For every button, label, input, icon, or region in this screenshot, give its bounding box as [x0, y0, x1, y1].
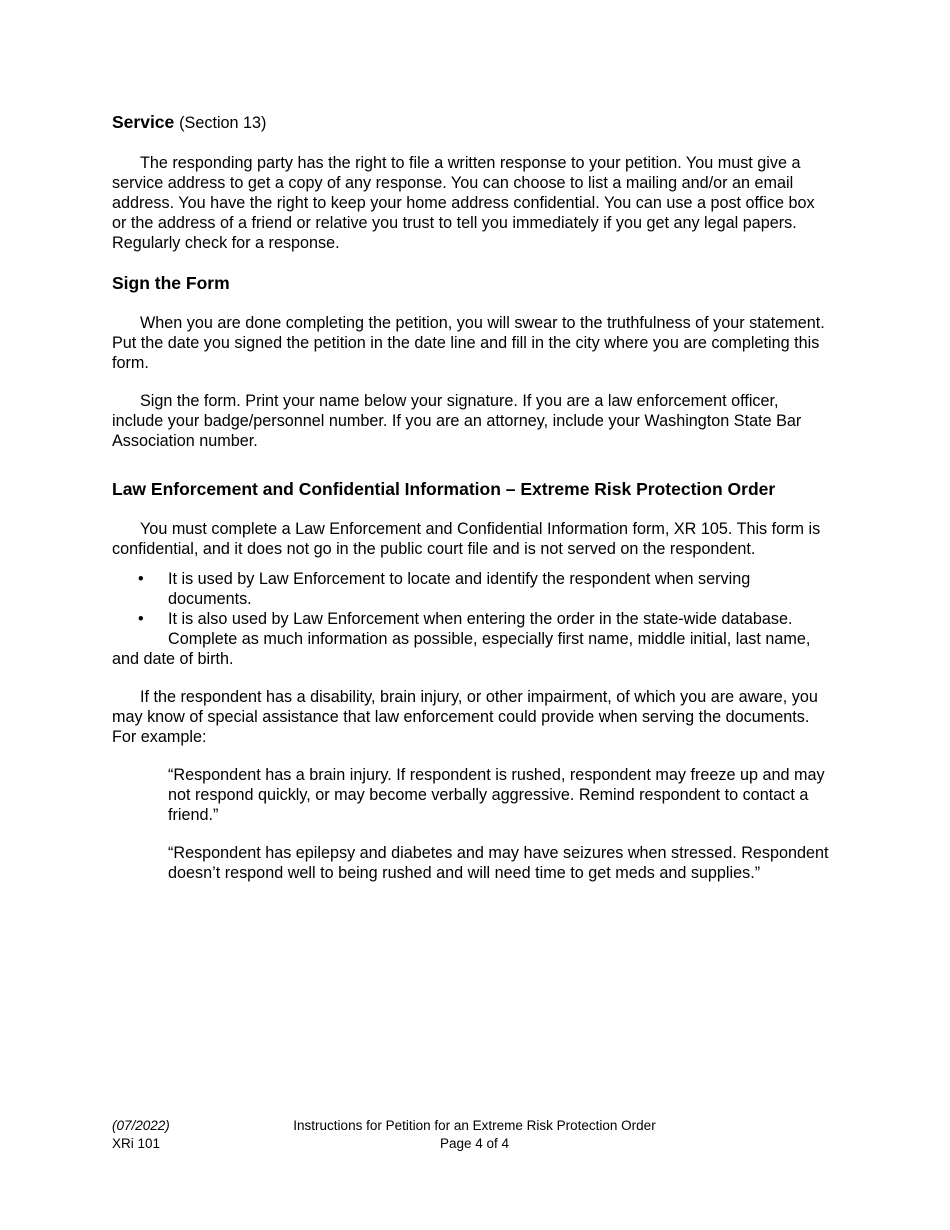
footer-form-code: XRi 101 — [112, 1136, 161, 1151]
bullet-text: It is used by Law Enforcement to locate and identify the respondent when serving documents. — [168, 570, 751, 608]
service-section-ref: (Section 13) — [179, 114, 267, 132]
bullet-icon: • — [138, 570, 144, 588]
service-heading — [112, 110, 832, 135]
bullet-list — [112, 569, 832, 629]
bullet-icon: • — [138, 610, 144, 628]
example-quote-1: “Respondent has a brain injury. If respondent is rushed, respondent may freeze up and may not respond quickly, or may become verbally aggressive. Remind respondent to contact a friend.” — [168, 766, 825, 824]
list-item — [112, 609, 832, 629]
footer-center — [112, 1117, 837, 1153]
bullet-text: It is also used by Law Enforcement when entering the order in the state-wide database. — [168, 610, 793, 628]
law-enforcement-paragraph-3: If the respondent has a disability, brain injury, or other impairment, of which you are aware, you may know of special assistance that law enforcement could provide when serving the documents. For example: — [112, 688, 818, 746]
sign-paragraph-1: When you are done completing the petition, you will swear to the truthfulness of your statement. Put the date you signed the petition in the date line and fill in the city where you are completing this form. — [112, 314, 825, 372]
sign-paragraph-2: Sign the form. Print your name below your signature. If you are a law enforcement officer, include your badge/personnel number. If you are an attorney, include your Washington State Bar Association number. — [112, 392, 802, 450]
sign-form-heading: Sign the Form — [112, 273, 230, 293]
example-quote-2: “Respondent has epilepsy and diabetes and may have seizures when stressed. Respondent doesn’t respond well to being rushed and will need time to get meds and supplies.” — [168, 844, 829, 882]
law-enforcement-paragraph-2: Complete as much information as possible, especially first name, middle initial, last name, and date of birth. — [112, 630, 811, 668]
law-enforcement-heading: Law Enforcement and Confidential Information – Extreme Risk Protection Order — [112, 479, 776, 499]
service-heading-text: Service — [112, 112, 175, 132]
footer-title: Instructions for Petition for an Extreme Risk Protection Order — [293, 1118, 656, 1133]
footer-page-number: Page 4 of 4 — [439, 1136, 510, 1151]
list-item — [112, 569, 832, 609]
footer-date: (07/2022) — [112, 1118, 170, 1133]
service-paragraph: The responding party has the right to file a written response to your petition. You must give a service address to get a copy of any response. You can choose to list a mailing and/or an email address. You have the right to keep your home address confidential. You can use a post office box or the address of a friend or relative you trust to tell you immediately if you get any legal papers. Regularly check for a response. — [112, 154, 815, 252]
law-enforcement-paragraph-1: You must complete a Law Enforcement and Confidential Information form, XR 105. This form is confidential, and it does not go in the public court file and is not served on the respondent. — [112, 520, 821, 558]
document-page — [112, 110, 832, 899]
